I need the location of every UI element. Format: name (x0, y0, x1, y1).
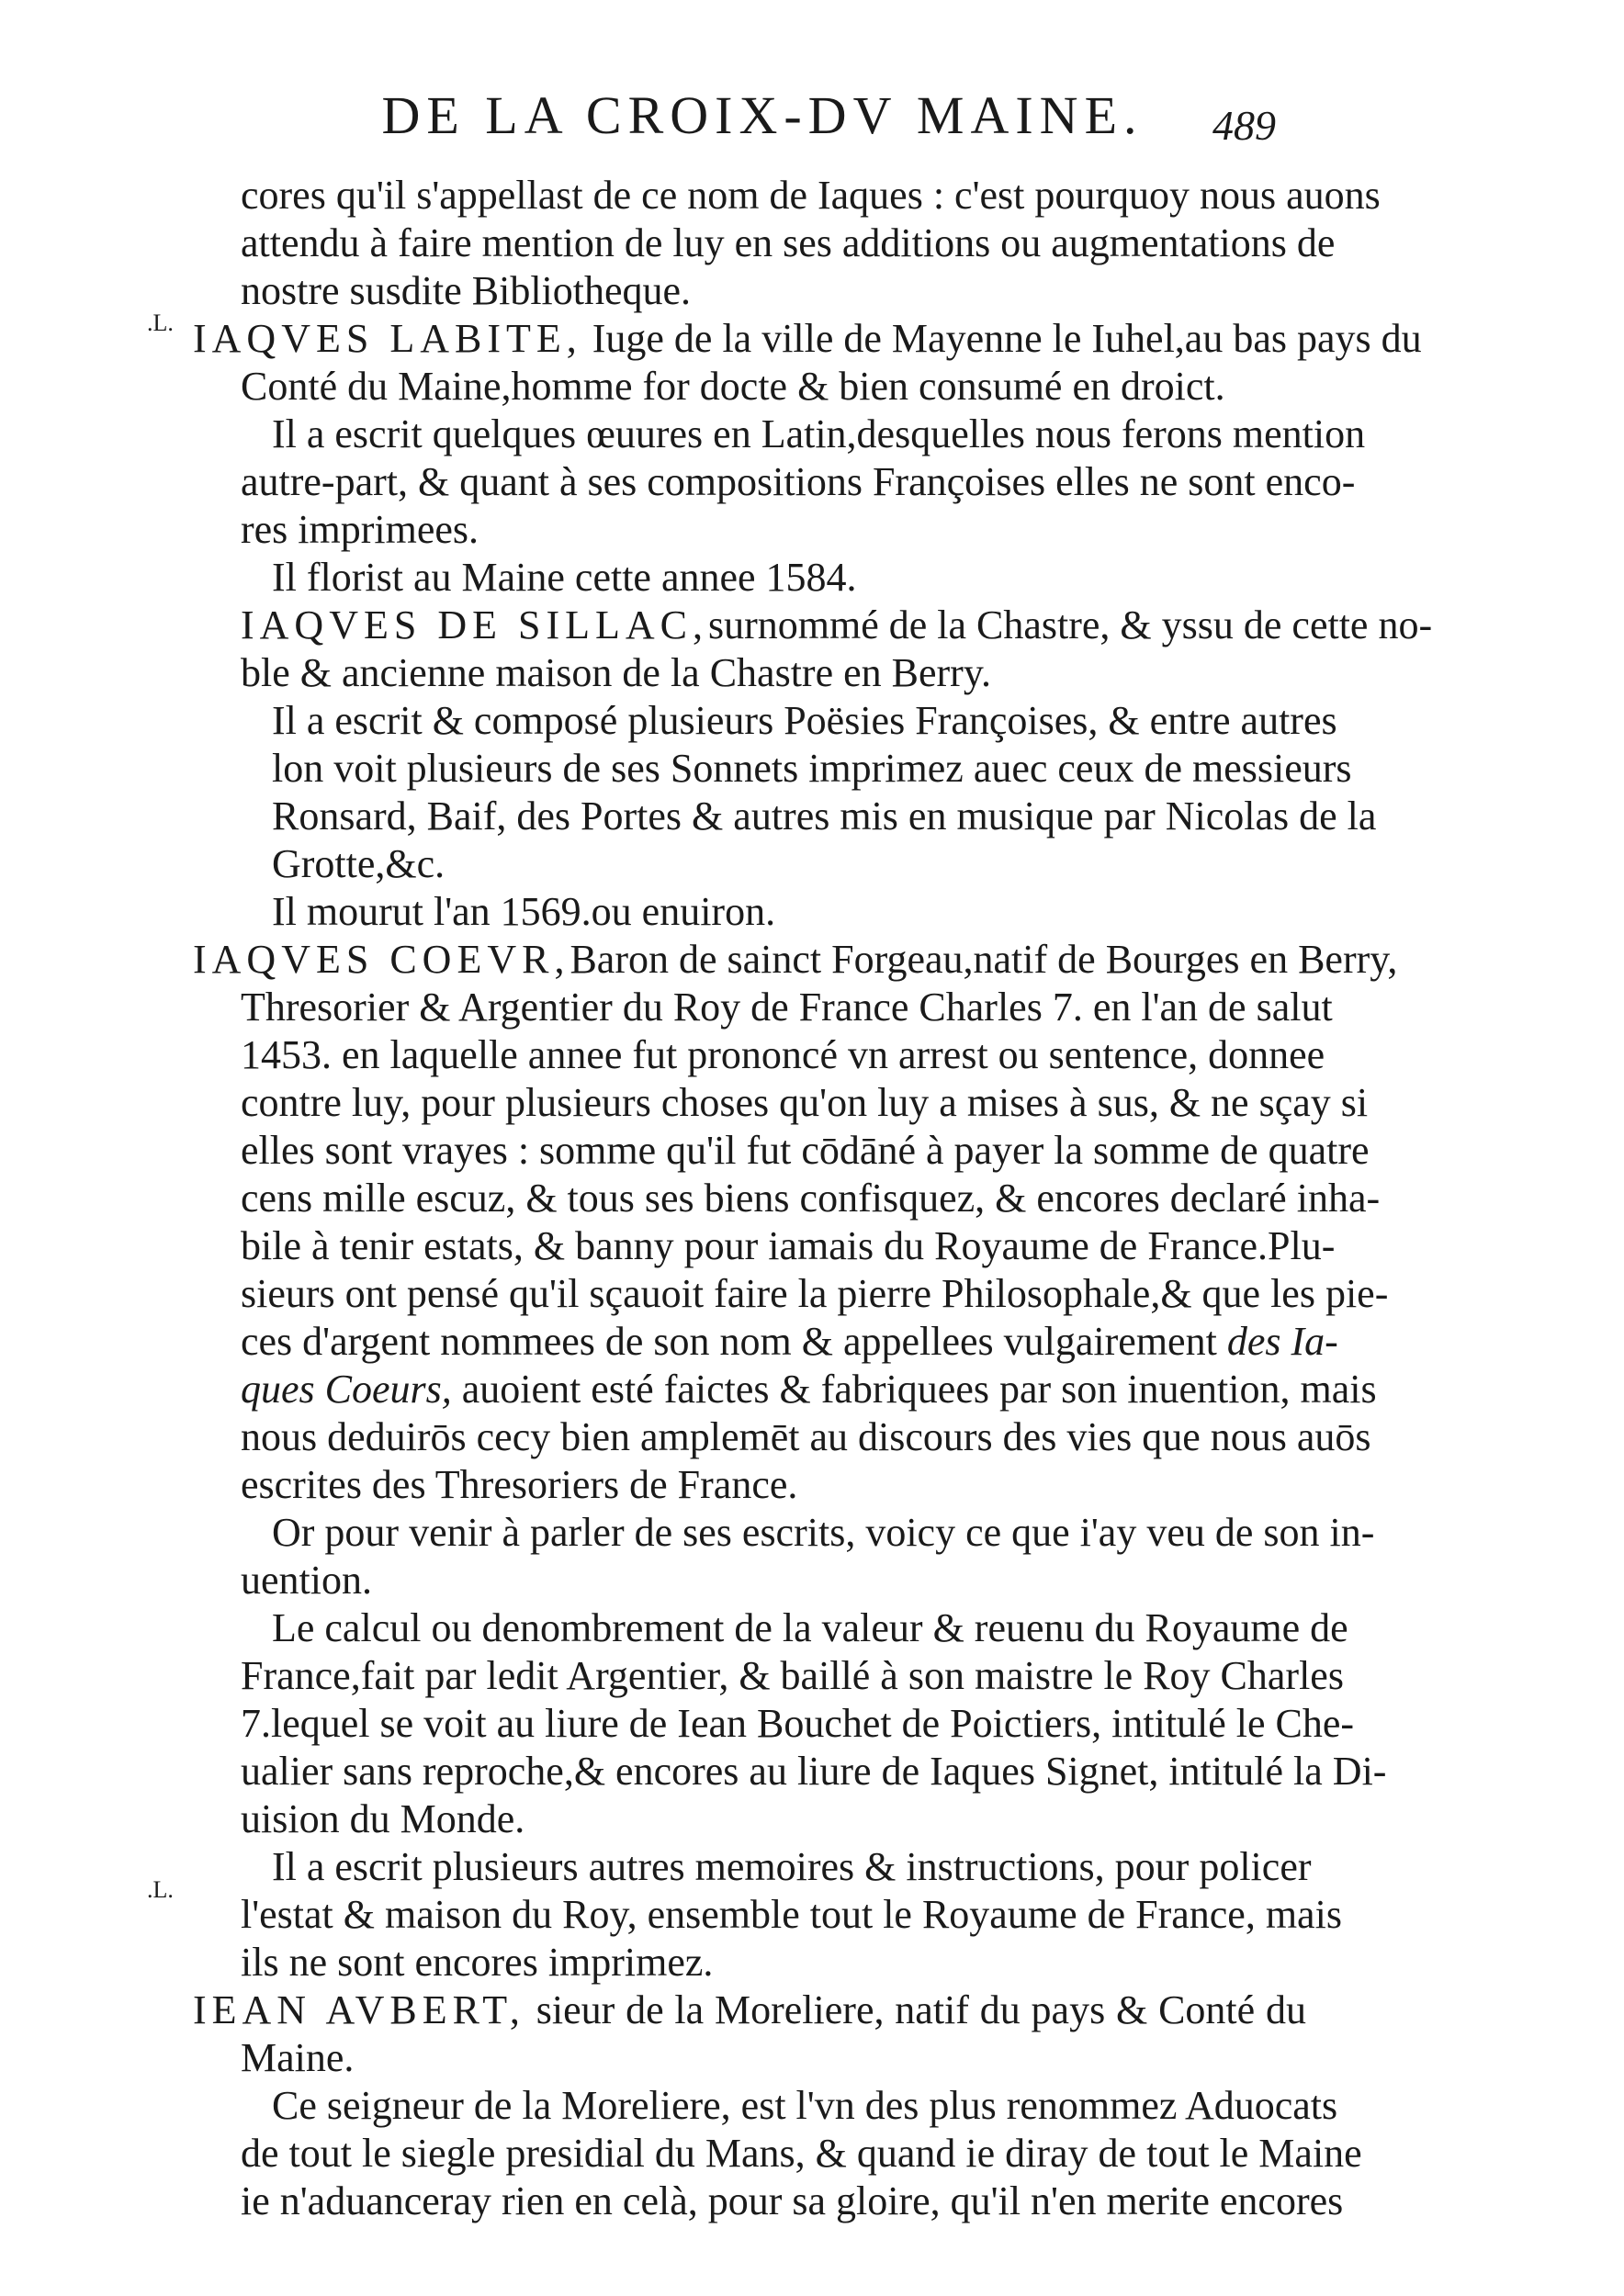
entry-line: IAQVES LABITE, Iuge de la ville de Mayenne le Iuhel,au bas pays du (193, 316, 1422, 361)
entry-heading: IAQVES DE SILLAC, (241, 602, 708, 647)
text-line: autre-part, & quant à ses compositions Françoises elles ne sont enco- (241, 459, 1356, 504)
text-line: l'estat & maison du Roy, ensemble tout le Royaume de France, mais (241, 1892, 1342, 1937)
text-line: Il florist au Maine cette annee 1584. (272, 555, 857, 600)
text-line: contre luy, pour plusieurs choses qu'on luy a mises à sus, & ne sçay si (241, 1080, 1369, 1125)
text-line: bile à tenir estats, & banny pour iamais du Royaume de France.Plu- (241, 1223, 1336, 1268)
text-line: ques Coeurs, auoient esté faictes & fabriquees par son inuention, mais (241, 1367, 1377, 1412)
running-title: DE LA CROIX-DV MAINE. (381, 85, 1144, 145)
text-line: Grotte,&c. (272, 841, 445, 886)
text-line: Conté du Maine,homme for docte & bien consumé en droict. (241, 364, 1225, 409)
text-line: Il mourut l'an 1569.ou enuiron. (272, 889, 776, 934)
text-line: lon voit plusieurs de ses Sonnets imprimez auec ceux de messieurs (272, 746, 1352, 791)
text-line: res imprimees. (241, 507, 479, 552)
entry-line: IAQVES COEVR,Baron de sainct Forgeau,natif de Bourges en Berry, (193, 937, 1398, 982)
text-line: Or pour venir à parler de ses escrits, voicy ce que i'ay veu de son in- (272, 1510, 1375, 1555)
text-line: nous deduirōs cecy bien amplemēt au discours des vies que nous auōs (241, 1414, 1371, 1459)
text-line: Maine. (241, 2035, 355, 2080)
text-line: elles sont vrayes : somme qu'il fut cōdāné à payer la somme de quatre (241, 1128, 1370, 1173)
text-line: escrites des Thresoriers de France. (241, 1462, 798, 1507)
text-line: attendu à faire mention de luy en ses additions ou augmentations de (241, 220, 1336, 265)
text-line: de tout le siegle presidial du Mans, & quand ie diray de tout le Maine (241, 2131, 1362, 2176)
text-line: nostre susdite Bibliotheque. (241, 268, 692, 313)
text-line: 1453. en laquelle annee fut prononcé vn arrest ou sentence, donnee (241, 1032, 1325, 1077)
entry-heading: IAQVES COEVR, (193, 937, 570, 982)
entry-heading: IEAN AVBERT, (193, 1987, 525, 2032)
text-line: Thresorier & Argentier du Roy de France Charles 7. en l'an de salut (241, 985, 1333, 1030)
text-line: Ce seigneur de la Moreliere, est l'vn des plus renommez Aduocats (272, 2083, 1338, 2128)
text-line: sieurs ont pensé qu'il sçauoit faire la pierre Philosophale,& que les pie- (241, 1271, 1389, 1316)
text-line: France,fait par ledit Argentier, & baillé à son maistre le Roy Charles (241, 1653, 1344, 1698)
margin-mark: .L. (147, 1876, 174, 1903)
text-line: ie n'aduanceray rien en celà, pour sa gloire, qu'il n'en merite encores (241, 2178, 1344, 2223)
text-line: Ronsard, Baif, des Portes & autres mis en musique par Nicolas de la (272, 793, 1377, 838)
text-line: Le calcul ou denombrement de la valeur & reuenu du Royaume de (272, 1605, 1348, 1650)
margin-mark: .L. (147, 310, 174, 336)
text-line: cores qu'il s'appellast de ce nom de Iaques : c'est pourquoy nous auons (241, 173, 1381, 218)
entry-heading: IAQVES LABITE, (193, 316, 582, 361)
text-line: uision du Monde. (241, 1796, 525, 1841)
text-line: Il a escrit plusieurs autres memoires & instructions, pour policer (272, 1844, 1312, 1889)
text-line: ble & ancienne maison de la Chastre en Berry. (241, 650, 991, 695)
text-line: ualier sans reproche,& encores au liure de Iaques Signet, intitulé la Di- (241, 1749, 1387, 1794)
text-line: uention. (241, 1558, 372, 1603)
text-line: ces d'argent nommees de son nom & appellees vulgairement des Ia- (241, 1319, 1338, 1364)
text-line: 7.lequel se voit au liure de Iean Bouchet de Poictiers, intitulé le Che- (241, 1701, 1355, 1746)
text-line: Il a escrit quelques œuures en Latin,desquelles nous ferons mention (272, 411, 1366, 456)
entry-line: IEAN AVBERT, sieur de la Moreliere, natif du pays & Conté du (193, 1987, 1307, 2032)
page-number: 489 (1212, 102, 1276, 149)
text-line: ils ne sont encores imprimez. (241, 1940, 714, 1985)
entry-line: IAQVES DE SILLAC,surnommé de la Chastre, & yssu de cette no- (241, 602, 1433, 647)
text-line: cens mille escuz, & tous ses biens confisquez, & encores declaré inha- (241, 1176, 1381, 1221)
text-line: Il a escrit & composé plusieurs Poësies Françoises, & entre autres (272, 698, 1337, 743)
